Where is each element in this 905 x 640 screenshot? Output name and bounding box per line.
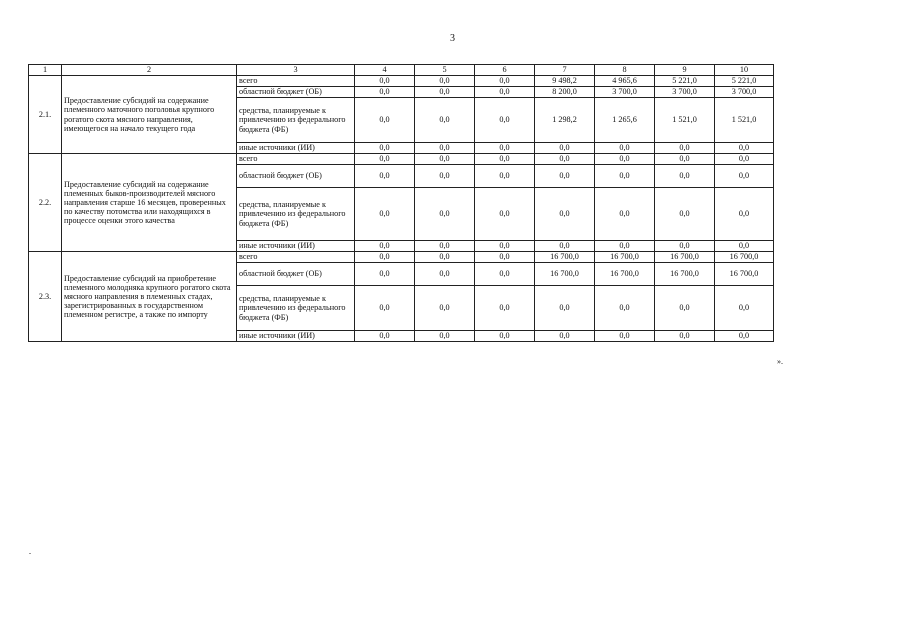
funding-source: иные источники (ИИ): [237, 143, 355, 154]
header-cell: 10: [715, 65, 774, 76]
value-cell: 0,0: [475, 188, 535, 241]
item-number: 2.2.: [29, 154, 62, 252]
value-cell: 8 200,0: [535, 87, 595, 98]
closing-quote-mark: ».: [777, 357, 783, 366]
value-cell: 0,0: [355, 286, 415, 331]
item-number: 2.1.: [29, 76, 62, 154]
value-cell: 0,0: [715, 241, 774, 252]
value-cell: 16 700,0: [655, 252, 715, 263]
value-cell: 0,0: [715, 331, 774, 342]
value-cell: 0,0: [415, 188, 475, 241]
page-number: 3: [450, 33, 455, 44]
value-cell: 0,0: [355, 252, 415, 263]
value-cell: 0,0: [355, 143, 415, 154]
value-cell: 0,0: [535, 188, 595, 241]
value-cell: 0,0: [595, 165, 655, 188]
funding-source: всего: [237, 154, 355, 165]
value-cell: 3 700,0: [715, 87, 774, 98]
value-cell: 0,0: [715, 143, 774, 154]
value-cell: 16 700,0: [595, 252, 655, 263]
funding-source: иные источники (ИИ): [237, 241, 355, 252]
header-cell: 3: [237, 65, 355, 76]
value-cell: 0,0: [655, 165, 715, 188]
value-cell: 0,0: [475, 87, 535, 98]
value-cell: 0,0: [535, 241, 595, 252]
value-cell: 4 965,6: [595, 76, 655, 87]
item-description: Предоставление субсидий на приобретение племенного молодняка крупного рогатого скота мясного направления в племенных стадах, зарегистрированных в государственном племенном регистре, а также по импорту: [62, 252, 237, 342]
header-cell: 5: [415, 65, 475, 76]
value-cell: 0,0: [475, 143, 535, 154]
value-cell: 0,0: [595, 241, 655, 252]
value-cell: 0,0: [535, 286, 595, 331]
value-cell: 16 700,0: [715, 263, 774, 286]
value-cell: 16 700,0: [535, 263, 595, 286]
value-cell: 3 700,0: [595, 87, 655, 98]
value-cell: 0,0: [595, 188, 655, 241]
value-cell: 0,0: [595, 331, 655, 342]
value-cell: 0,0: [415, 331, 475, 342]
header-cell: 6: [475, 65, 535, 76]
value-cell: 0,0: [355, 87, 415, 98]
item-description: Предоставление субсидий на содержание племенного маточного поголовья крупного рогатого скота мясного направления, имеющегося на начало текущего года: [62, 76, 237, 154]
value-cell: 0,0: [475, 154, 535, 165]
value-cell: 0,0: [595, 143, 655, 154]
value-cell: 0,0: [715, 286, 774, 331]
value-cell: 0,0: [415, 263, 475, 286]
value-cell: 0,0: [595, 286, 655, 331]
table-row: [29, 76, 774, 87]
value-cell: 1 298,2: [535, 98, 595, 143]
value-cell: 16 700,0: [715, 252, 774, 263]
table-row: [29, 252, 774, 263]
value-cell: 0,0: [595, 154, 655, 165]
value-cell: 0,0: [475, 286, 535, 331]
value-cell: 0,0: [415, 252, 475, 263]
value-cell: 0,0: [355, 165, 415, 188]
value-cell: 0,0: [415, 165, 475, 188]
value-cell: 0,0: [475, 76, 535, 87]
header-cell: 9: [655, 65, 715, 76]
value-cell: 0,0: [475, 252, 535, 263]
funding-source: средства, планируемые к привлечению из федерального бюджета (ФБ): [237, 188, 355, 241]
funding-source: всего: [237, 76, 355, 87]
value-cell: 0,0: [655, 188, 715, 241]
value-cell: 0,0: [475, 331, 535, 342]
value-cell: 3 700,0: [655, 87, 715, 98]
funding-source: иные источники (ИИ): [237, 331, 355, 342]
value-cell: 0,0: [355, 331, 415, 342]
value-cell: 16 700,0: [655, 263, 715, 286]
value-cell: 0,0: [655, 154, 715, 165]
value-cell: 0,0: [355, 188, 415, 241]
value-cell: 0,0: [655, 241, 715, 252]
value-cell: 0,0: [655, 286, 715, 331]
funding-table: [28, 64, 774, 342]
value-cell: 1 265,6: [595, 98, 655, 143]
header-cell: 8: [595, 65, 655, 76]
value-cell: 0,0: [355, 154, 415, 165]
value-cell: 0,0: [475, 241, 535, 252]
value-cell: 0,0: [415, 286, 475, 331]
value-cell: 0,0: [535, 143, 595, 154]
header-cell: 2: [62, 65, 237, 76]
scan-speck: [29, 553, 31, 554]
funding-source: областной бюджет (ОБ): [237, 263, 355, 286]
funding-source: средства, планируемые к привлечению из федерального бюджета (ФБ): [237, 286, 355, 331]
value-cell: 0,0: [355, 98, 415, 143]
value-cell: 0,0: [415, 241, 475, 252]
header-cell: 1: [29, 65, 62, 76]
value-cell: 1 521,0: [655, 98, 715, 143]
value-cell: 9 498,2: [535, 76, 595, 87]
funding-source: всего: [237, 252, 355, 263]
funding-source: средства, планируемые к привлечению из федерального бюджета (ФБ): [237, 98, 355, 143]
value-cell: 0,0: [715, 188, 774, 241]
value-cell: 1 521,0: [715, 98, 774, 143]
value-cell: 0,0: [415, 154, 475, 165]
value-cell: 0,0: [415, 143, 475, 154]
funding-source: областной бюджет (ОБ): [237, 165, 355, 188]
item-description: Предоставление субсидий на содержание племенных быков-производителей мясного направления старше 16 месяцев, проверенных по качеству потомства или находящихся в процессе оценки этого качества: [62, 154, 237, 252]
value-cell: 0,0: [715, 154, 774, 165]
header-cell: 7: [535, 65, 595, 76]
value-cell: 0,0: [655, 331, 715, 342]
value-cell: 0,0: [535, 165, 595, 188]
value-cell: 0,0: [355, 263, 415, 286]
value-cell: 0,0: [535, 154, 595, 165]
header-cell: 4: [355, 65, 415, 76]
column-number-row: [29, 65, 774, 76]
value-cell: 5 221,0: [655, 76, 715, 87]
value-cell: 0,0: [355, 76, 415, 87]
value-cell: 0,0: [535, 331, 595, 342]
value-cell: 0,0: [415, 98, 475, 143]
value-cell: 16 700,0: [595, 263, 655, 286]
value-cell: 0,0: [415, 76, 475, 87]
value-cell: 0,0: [475, 165, 535, 188]
value-cell: 0,0: [715, 165, 774, 188]
value-cell: 0,0: [415, 87, 475, 98]
table-row: [29, 154, 774, 165]
value-cell: 0,0: [475, 263, 535, 286]
funding-source: областной бюджет (ОБ): [237, 87, 355, 98]
item-number: 2.3.: [29, 252, 62, 342]
value-cell: 0,0: [655, 143, 715, 154]
value-cell: 0,0: [355, 241, 415, 252]
value-cell: 5 221,0: [715, 76, 774, 87]
value-cell: 16 700,0: [535, 252, 595, 263]
value-cell: 0,0: [475, 98, 535, 143]
